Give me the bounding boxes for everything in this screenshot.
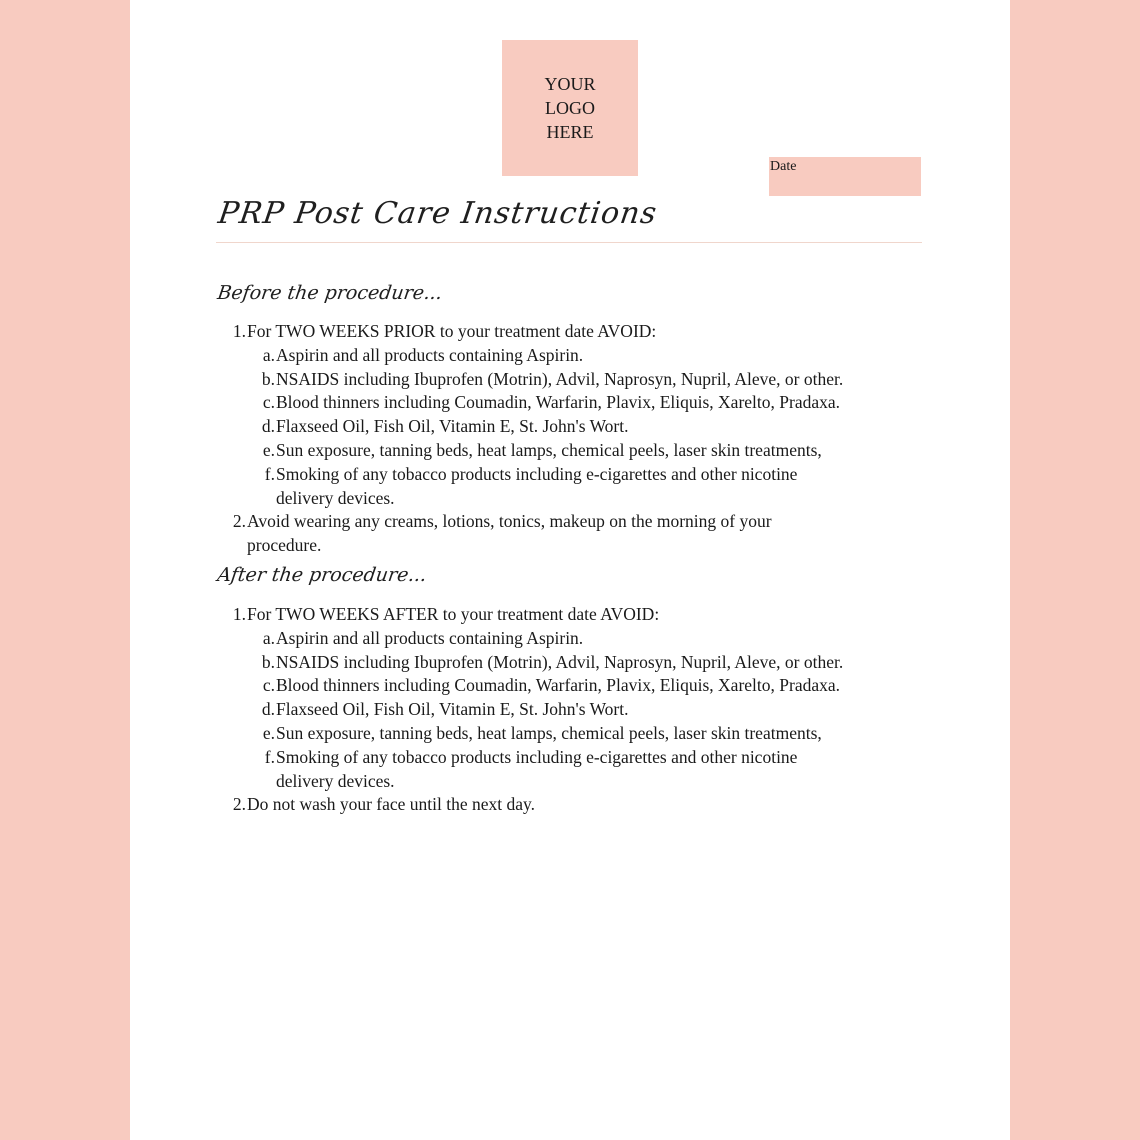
item-text: Do not wash your face until the next day. — [247, 794, 536, 815]
sub-item-letter: b. — [261, 368, 275, 389]
sub-item-letter: a. — [262, 627, 275, 648]
sub-item-letter: a. — [262, 344, 275, 365]
logo-line-1: YOUR — [544, 74, 596, 94]
logo-line-3: HERE — [546, 122, 594, 142]
sub-item — [216, 344, 936, 368]
sub-item — [216, 722, 936, 746]
list-item — [216, 320, 936, 344]
sub-item-text: NSAIDS including Ibuprofen (Motrin), Advil, Naprosyn, Nupril, Aleve, or other. — [276, 651, 844, 672]
logo-line-2: LOGO — [545, 98, 595, 118]
item-number: 1. — [232, 321, 246, 341]
list-item — [216, 793, 936, 817]
item-text: procedure. — [247, 535, 322, 556]
item-text: Avoid wearing any creams, lotions, tonics, makeup on the morning of your — [247, 511, 772, 532]
sub-item-letter: c. — [262, 675, 275, 696]
after-list — [216, 603, 936, 817]
after-heading: After the procedure... — [216, 564, 429, 586]
sub-item-letter: f. — [264, 746, 275, 767]
item-number: 1. — [232, 604, 246, 624]
sub-item-continuation — [216, 770, 936, 794]
sub-item — [216, 627, 936, 651]
sub-item-text: Flaxseed Oil, Fish Oil, Vitamin E, St. John's Wort. — [276, 699, 629, 720]
sub-item-text: Sun exposure, tanning beds, heat lamps, chemical peels, laser skin treatments, — [276, 439, 822, 460]
sub-item — [216, 698, 936, 722]
list-item-continuation — [216, 534, 936, 558]
document-title: PRP Post Care Instructions — [216, 196, 660, 231]
sub-item-text: Smoking of any tobacco products including e-cigarettes and other nicotine — [276, 463, 798, 484]
sub-item-letter: d. — [261, 699, 275, 720]
sub-item-text: delivery devices. — [276, 487, 395, 508]
sub-item-letter: c. — [262, 392, 275, 413]
sub-item-text: Smoking of any tobacco products including e-cigarettes and other nicotine — [276, 746, 798, 767]
sub-item-letter: f. — [264, 463, 275, 484]
sub-item — [216, 415, 936, 439]
sub-item-text: Aspirin and all products containing Aspirin. — [276, 627, 584, 648]
sub-item-text: delivery devices. — [276, 770, 395, 791]
before-list — [216, 320, 936, 558]
sub-item-text: Aspirin and all products containing Aspirin. — [276, 344, 584, 365]
logo-placeholder — [502, 40, 638, 176]
sub-item — [216, 746, 936, 770]
sub-item — [216, 674, 936, 698]
sub-item — [216, 368, 936, 392]
sub-item-text: Blood thinners including Coumadin, Warfarin, Plavix, Eliquis, Xarelto, Pradaxa. — [276, 675, 841, 696]
sub-item-letter: b. — [261, 651, 275, 672]
sub-item — [216, 463, 936, 487]
sub-item-continuation — [216, 487, 936, 511]
sub-item — [216, 651, 936, 675]
date-label: Date — [770, 159, 797, 174]
list-item — [216, 603, 936, 627]
sub-item-text: Blood thinners including Coumadin, Warfarin, Plavix, Eliquis, Xarelto, Pradaxa. — [276, 392, 841, 413]
document-page — [130, 0, 1010, 1140]
item-text: For TWO WEEKS AFTER to your treatment date AVOID: — [247, 604, 660, 624]
sub-item-text: Flaxseed Oil, Fish Oil, Vitamin E, St. John's Wort. — [276, 416, 629, 437]
sub-item-letter: d. — [261, 416, 275, 437]
date-field[interactable] — [769, 157, 921, 196]
item-text: For TWO WEEKS PRIOR to your treatment date AVOID: — [247, 321, 657, 341]
sub-item — [216, 439, 936, 463]
item-number: 2. — [232, 794, 246, 815]
list-item — [216, 510, 936, 534]
sub-item-text: NSAIDS including Ibuprofen (Motrin), Advil, Naprosyn, Nupril, Aleve, or other. — [276, 368, 844, 389]
sub-item — [216, 391, 936, 415]
title-divider — [216, 242, 922, 243]
sub-item-letter: e. — [262, 722, 275, 743]
sub-item-text: Sun exposure, tanning beds, heat lamps, chemical peels, laser skin treatments, — [276, 722, 822, 743]
item-number: 2. — [232, 511, 246, 532]
before-heading: Before the procedure... — [216, 282, 444, 304]
sub-item-letter: e. — [262, 439, 275, 460]
